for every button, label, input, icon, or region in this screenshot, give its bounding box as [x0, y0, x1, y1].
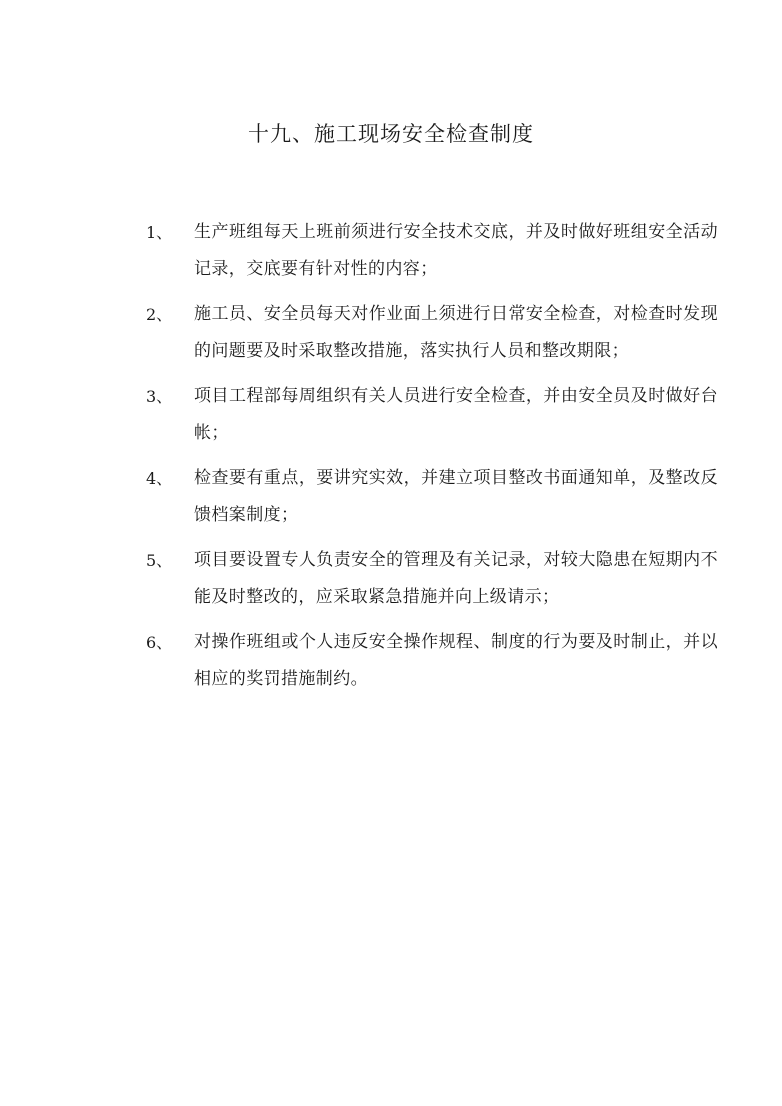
item-text: 检查要有重点，要讲究实效，并建立项目整改书面通知单，及整改反馈档案制度；	[194, 468, 718, 525]
item-text: 项目要设置专人负责安全的管理及有关记录，对较大隐患在短期内不能及时整改的，应采取紧急措施并向上级请示；	[194, 550, 718, 607]
item-text: 生产班组每天上班前须进行安全技术交底，并及时做好班组安全活动记录，交底要有针对性的内容；	[194, 222, 718, 279]
item-text: 施工员、安全员每天对作业面上须进行日常安全检查，对检查时发现的问题要及时采取整改措施，落实执行人员和整改期限；	[194, 304, 718, 361]
item-number: 2、	[146, 305, 173, 324]
item-number: 4、	[146, 469, 173, 488]
list-item	[0, 460, 782, 542]
item-number: 1、	[146, 223, 173, 242]
item-text: 项目工程部每周组织有关人员进行安全检查，并由安全员及时做好台帐；	[194, 386, 718, 443]
item-number: 3、	[146, 387, 173, 406]
document-title: 十九、施工现场安全检查制度	[248, 122, 534, 146]
list-item	[0, 378, 782, 460]
list-item	[0, 296, 782, 378]
item-number: 5、	[146, 551, 173, 570]
item-text: 对操作班组或个人违反安全操作规程、制度的行为要及时制止，并以相应的奖罚措施制约。	[194, 632, 718, 689]
regulation-list	[0, 214, 782, 706]
item-number: 6、	[146, 633, 173, 652]
list-item	[0, 214, 782, 296]
list-item	[0, 542, 782, 624]
list-item	[0, 624, 782, 706]
